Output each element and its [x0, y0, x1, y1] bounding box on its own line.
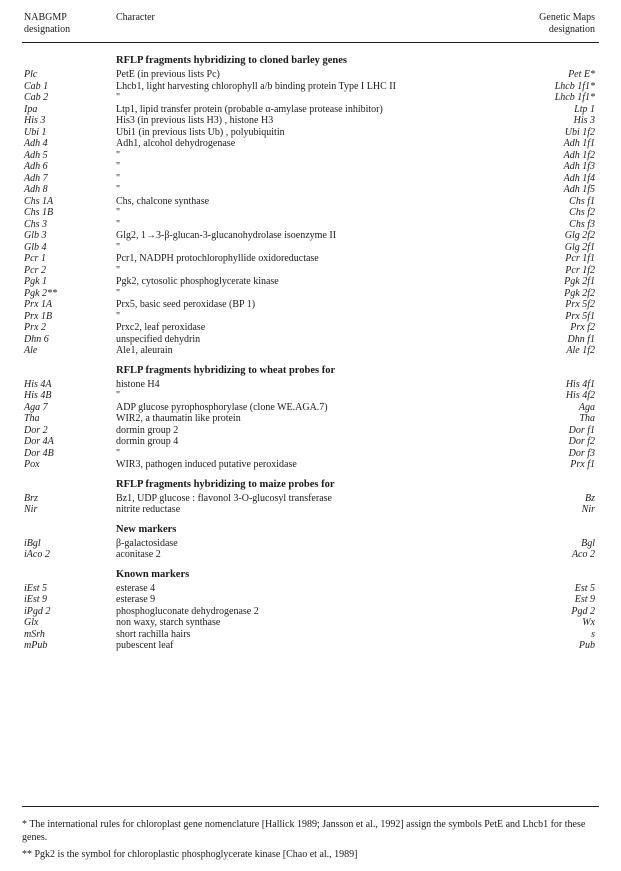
nabgmp-designation-cell: Dor 4A — [24, 436, 54, 447]
table-row — [0, 448, 621, 460]
table-row — [0, 265, 621, 277]
genetic-map-designation-cell: Ltp 1 — [574, 103, 595, 115]
section-title: RFLP fragments hybridizing to maize probes for — [116, 478, 335, 490]
character-cell: aconitase 2 — [116, 549, 161, 560]
genetic-map-designation-cell: Pgk 2f2 — [564, 287, 595, 299]
character-cell: Pgk2, cytosolic phosphoglycerate kinase — [116, 276, 279, 287]
character-cell: esterase 4 — [116, 582, 156, 594]
nabgmp-designation-cell: Prx 1B — [24, 310, 53, 322]
character-cell: " — [116, 287, 121, 299]
character-cell: " — [116, 172, 121, 184]
table-row — [0, 640, 621, 652]
nabgmp-designation-cell: Cab 2 — [24, 92, 49, 103]
genetic-map-designation-cell: Glg 2f2 — [564, 230, 595, 241]
character-cell: pubescent leaf — [116, 640, 174, 651]
genetic-map-designation-cell: Prx 5f1 — [565, 310, 595, 322]
character-cell: ADP glucose pyrophosphorylase (clone WE.AGA.7) — [116, 401, 328, 413]
genetic-map-designation-cell: Adh 1f3 — [563, 161, 595, 172]
character-cell: " — [116, 207, 121, 218]
nabgmp-designation-cell: Dor 2 — [24, 424, 48, 436]
character-cell: β-galactosidase — [116, 537, 178, 549]
nabgmp-designation-cell: iEst 9 — [24, 594, 48, 605]
nabgmp-designation-cell: Chs 3 — [24, 218, 48, 230]
table-row — [0, 504, 621, 516]
nabgmp-designation-cell: Cab 1 — [24, 80, 49, 92]
nabgmp-designation-cell: Adh 8 — [24, 184, 48, 195]
table-row — [0, 390, 621, 402]
nabgmp-designation-cell: Pcr 1 — [24, 253, 46, 264]
nabgmp-designation-cell: iEst 5 — [24, 582, 48, 594]
genetic-map-designation-cell: Pgk 2f1 — [564, 276, 595, 287]
table-row — [0, 219, 621, 231]
character-cell: Ubi1 (in previous lists Ub) , polyubiquitin — [116, 126, 285, 138]
header-nabgmp-designation: NABGMP designation — [24, 12, 71, 35]
genetic-map-designation-cell: Prx f2 — [570, 322, 595, 333]
character-cell: nitrite reductase — [116, 504, 181, 515]
table-row — [0, 115, 621, 127]
nabgmp-designation-cell: Aga 7 — [24, 401, 48, 413]
genetic-map-designation-cell: Adh 1f5 — [563, 184, 595, 195]
genetic-map-designation-cell: Pgd 2 — [571, 605, 595, 617]
genetic-map-designation-cell: s — [591, 628, 595, 640]
table-row — [0, 606, 621, 618]
table-row — [0, 334, 621, 346]
character-cell: Bz1, UDP glucose : flavonol 3-O-glucosyl transferase — [116, 492, 332, 504]
genetic-map-designation-cell: Est 9 — [574, 594, 595, 605]
nabgmp-designation-cell: Ubi 1 — [24, 126, 47, 138]
table-row — [0, 629, 621, 641]
character-cell: " — [116, 390, 121, 401]
table-row — [0, 345, 621, 357]
genetic-map-designation-cell: Pub — [578, 640, 595, 651]
nabgmp-designation-cell: Pcr 2 — [24, 264, 46, 276]
character-cell: unspecified dehydrin — [116, 333, 201, 345]
genetic-map-designation-cell: Aga — [578, 401, 595, 413]
genetic-map-designation-cell: Chs f1 — [569, 195, 595, 207]
table-row — [0, 230, 621, 242]
genetic-map-designation-cell: Bz — [585, 492, 595, 504]
character-cell: esterase 9 — [116, 594, 156, 605]
character-cell: " — [116, 184, 121, 195]
genetic-map-designation-cell: Glg 2f1 — [564, 241, 595, 253]
genetic-map-designation-cell: Lhcb 1f1* — [554, 80, 595, 92]
table-row — [0, 242, 621, 254]
table-row — [0, 69, 621, 81]
nabgmp-designation-cell: His 4A — [24, 378, 52, 390]
genetic-map-designation-cell: His 3 — [573, 115, 595, 126]
character-cell: " — [116, 264, 121, 276]
character-cell: " — [116, 218, 121, 230]
character-cell: phosphogluconate dehydrogenase 2 — [116, 605, 259, 617]
genetic-map-designation-cell: Dor f2 — [568, 436, 595, 447]
character-cell: PetE (in previous lists Pc) — [116, 69, 220, 80]
nabgmp-designation-cell: Pgk 1 — [24, 276, 48, 287]
table-row — [0, 161, 621, 173]
character-cell: Prx5, basic seed peroxidase (BP 1) — [116, 299, 256, 310]
nabgmp-designation-cell: iAco 2 — [24, 549, 50, 560]
nabgmp-designation-cell: Nir — [24, 504, 38, 515]
character-cell: Pcr1, NADPH protochlorophyllide oxidoreductase — [116, 253, 319, 264]
nabgmp-designation-cell: Prx 2 — [24, 322, 46, 333]
table-row — [0, 150, 621, 162]
character-cell: His3 (in previous lists H3) , histone H3 — [116, 115, 274, 126]
table-row — [0, 538, 621, 550]
nabgmp-designation-cell: mSrh — [24, 628, 45, 640]
table-row — [0, 311, 621, 323]
character-cell: WIR3, pathogen induced putative peroxidase — [116, 459, 297, 470]
genetic-map-designation-cell: Pcr 1f1 — [565, 253, 595, 264]
genetic-map-designation-cell: Ubi 1f2 — [564, 126, 595, 138]
nabgmp-designation-cell: iBgl — [24, 537, 41, 549]
section-title: RFLP fragments hybridizing to cloned barley genes — [116, 55, 347, 66]
genetic-map-designation-cell: Dor f1 — [568, 424, 595, 436]
nabgmp-designation-cell: Ale — [24, 345, 38, 356]
nabgmp-designation-cell: Chs 1A — [24, 195, 54, 207]
nabgmp-designation-cell: Dor 4B — [24, 447, 54, 459]
nabgmp-designation-cell: Adh 6 — [24, 161, 48, 172]
table-row — [0, 92, 621, 104]
nabgmp-designation-cell: Pgk 2** — [24, 287, 58, 299]
nabgmp-designation-cell: Glb 3 — [24, 230, 47, 241]
character-cell: " — [116, 161, 121, 172]
table-row — [0, 138, 621, 150]
nabgmp-designation-cell: Glb 4 — [24, 241, 47, 253]
genetic-map-designation-cell: Dor f3 — [568, 447, 595, 459]
genetic-map-designation-cell: Est 5 — [574, 582, 595, 594]
table-row — [0, 425, 621, 437]
genetic-map-designation-cell: Pet E* — [568, 69, 595, 80]
footnote-double-asterisk: ** Pgk2 is the symbol for chloroplastic phosphoglycerate kinase [Chao et al., 1989] — [22, 849, 358, 860]
table-row — [0, 459, 621, 471]
nabgmp-designation-cell: Prx 1A — [24, 299, 53, 310]
genetic-map-designation-cell: Wx — [582, 617, 595, 628]
nabgmp-designation-cell: Adh 7 — [24, 172, 48, 184]
nabgmp-designation-cell: Chs 1B — [24, 207, 54, 218]
genetic-map-designation-cell: Adh 1f2 — [563, 149, 595, 161]
table-row — [0, 617, 621, 629]
genetic-map-designation-cell: His 4f1 — [565, 378, 595, 390]
table-row — [0, 104, 621, 116]
table-row — [0, 594, 621, 606]
character-cell: Glg2, 1→3-β-glucan-3-glucanohydrolase isoenzyme II — [116, 230, 337, 241]
table-row — [0, 436, 621, 448]
table-top-rule — [22, 42, 599, 43]
character-cell: Chs, chalcone synthase — [116, 195, 210, 207]
genetic-map-designation-cell: Lhcb 1f1* — [554, 92, 595, 103]
section-title: Known markers — [116, 568, 190, 580]
table-row — [0, 583, 621, 595]
nabgmp-designation-cell: Dhn 6 — [24, 333, 49, 345]
table-row — [0, 288, 621, 300]
nabgmp-designation-cell: His 4B — [24, 390, 52, 401]
character-cell: short rachilla hairs — [116, 628, 191, 640]
nabgmp-designation-cell: Adh 5 — [24, 149, 48, 161]
character-cell: Lhcb1, light harvesting chlorophyll a/b binding protein Type I LHC II — [116, 80, 396, 92]
genetic-map-designation-cell: Chs f3 — [569, 218, 595, 230]
character-cell: " — [116, 149, 121, 161]
character-cell: dormin group 2 — [116, 424, 179, 436]
character-cell: non waxy, starch synthase — [116, 617, 221, 628]
table-row — [0, 207, 621, 219]
genetic-map-designation-cell: Chs f2 — [569, 207, 595, 218]
character-cell: " — [116, 447, 121, 459]
nabgmp-designation-cell: Ipa — [24, 103, 38, 115]
table-row — [0, 196, 621, 208]
genetic-map-designation-cell: Bgl — [581, 537, 595, 549]
character-cell: Prxc2, leaf peroxidase — [116, 322, 206, 333]
nabgmp-designation-cell: Brz — [24, 492, 38, 504]
genetic-map-designation-cell: Ale 1f2 — [566, 345, 595, 356]
genetic-map-designation-cell: Prx f1 — [570, 459, 595, 470]
genetic-map-designation-cell: Tha — [579, 413, 595, 424]
character-cell: histone H4 — [116, 378, 160, 390]
nabgmp-designation-cell: Tha — [24, 413, 40, 424]
character-cell: Adh1, alcohol dehydrogenase — [116, 138, 236, 149]
nabgmp-designation-cell: Plc — [24, 69, 38, 80]
header-genetic-maps-designation: Genetic Maps designation — [539, 12, 595, 35]
table-row — [0, 253, 621, 265]
section-title: RFLP fragments hybridizing to wheat probes for — [116, 364, 336, 376]
genetic-map-designation-cell: His 4f2 — [565, 390, 595, 401]
nabgmp-designation-cell: mPub — [24, 640, 48, 651]
table-row — [0, 299, 621, 311]
genetic-map-designation-cell: Aco 2 — [571, 549, 595, 560]
table-row — [0, 413, 621, 425]
genetic-map-designation-cell: Nir — [581, 504, 595, 515]
nabgmp-designation-cell: Adh 4 — [24, 138, 48, 149]
table-row — [0, 127, 621, 139]
genetic-map-designation-cell: Prx 5f2 — [565, 299, 595, 310]
table-row — [0, 402, 621, 414]
section-title: New markers — [116, 523, 177, 535]
character-cell: WIR2, a thaumatin like protein — [116, 413, 241, 424]
genetic-map-designation-cell: Pcr 1f2 — [565, 264, 595, 276]
table-row — [0, 549, 621, 561]
character-cell: Ltp1, lipid transfer protein (probable α-amylase protease inhibitor) — [116, 103, 383, 115]
table-bottom-rule — [22, 806, 599, 807]
header-character: Character — [116, 12, 155, 23]
footnote-single-asterisk: * The international rules for chloroplast gene nomenclature [Hallick 1989; Jansson et al., 1992] assign the symbols PetE and Lhcb1 for these genes. — [22, 819, 586, 843]
character-cell: Ale1, aleurain — [116, 345, 173, 356]
table-row — [0, 379, 621, 391]
nabgmp-designation-cell: Pox — [24, 459, 40, 470]
table-row — [0, 493, 621, 505]
character-cell: dormin group 4 — [116, 436, 179, 447]
genetic-map-designation-cell: Adh 1f4 — [563, 172, 595, 184]
table-row — [0, 184, 621, 196]
nabgmp-designation-cell: iPgd 2 — [24, 605, 51, 617]
character-cell: " — [116, 241, 121, 253]
character-cell: " — [116, 310, 121, 322]
table-row — [0, 322, 621, 334]
table-row — [0, 276, 621, 288]
character-cell: " — [116, 92, 121, 103]
genetic-map-designation-cell: Adh 1f1 — [563, 138, 595, 149]
nabgmp-designation-cell: Glx — [24, 617, 39, 628]
table-row — [0, 81, 621, 93]
genetic-map-designation-cell: Dhn f1 — [567, 333, 595, 345]
nabgmp-designation-cell: His 3 — [24, 115, 46, 126]
table-row — [0, 173, 621, 185]
